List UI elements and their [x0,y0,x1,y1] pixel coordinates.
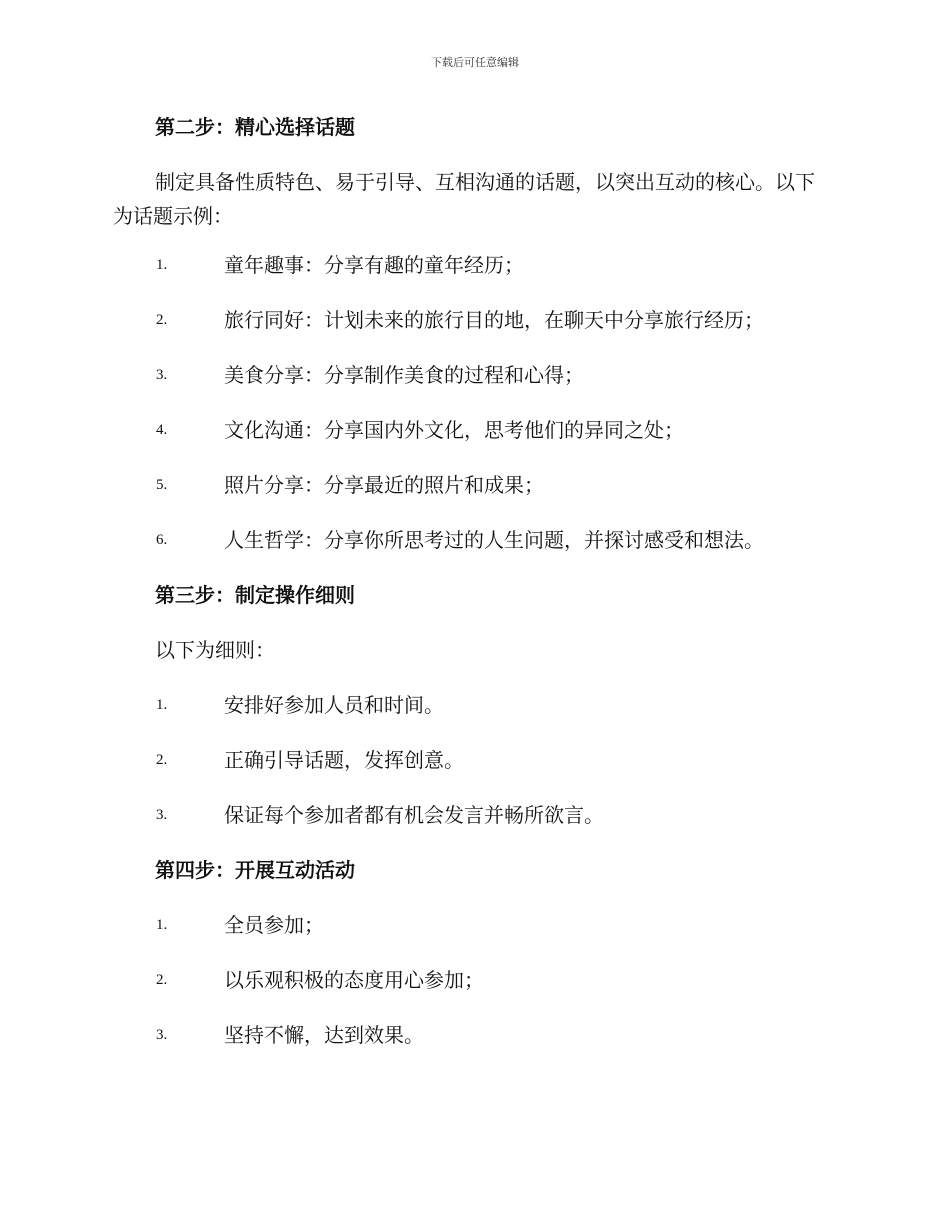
list-item [113,688,833,743]
list-number: 6. [156,532,168,548]
header-note: 下载后可任意编辑 [431,56,519,69]
list-text: 坚持不懈，达到效果。 [224,1023,424,1047]
document-body [113,110,833,1073]
list-number: 4. [156,422,168,438]
step4-activity-list [113,908,833,1073]
list-number: 1. [156,257,168,273]
list-text: 以乐观积极的态度用心参加； [224,968,484,992]
section-heading-step2: 第二步：精心选择话题 [155,115,355,139]
list-text: 保证每个参加者都有机会发言并畅所欲言。 [224,803,604,827]
list-number: 3. [156,807,168,823]
list-item [113,468,833,523]
list-item [113,798,833,853]
section-heading-step4: 第四步：开展互动活动 [155,858,355,882]
list-text: 文化沟通：分享国内外文化，思考他们的异同之处； [224,418,684,442]
list-text: 安排好参加人员和时间。 [224,693,444,717]
step2-intro-block [113,165,833,248]
list-number: 3. [156,1027,168,1043]
list-number: 2. [156,752,168,768]
list-text: 旅行同好：计划未来的旅行目的地，在聊天中分享旅行经历； [224,308,764,332]
list-item [113,248,833,303]
list-item [113,413,833,468]
step3-rule-list [113,688,833,853]
list-number: 5. [156,477,168,493]
list-number: 2. [156,972,168,988]
step3-intro: 以下为细则： [155,638,275,662]
list-text: 美食分享：分享制作美食的过程和心得； [224,363,584,387]
list-text: 童年趣事：分享有趣的童年经历； [224,253,524,277]
list-item [113,1018,833,1073]
list-number: 1. [156,917,168,933]
list-item [113,743,833,798]
list-item [113,358,833,413]
list-text: 人生哲学：分享你所思考过的人生问题，并探讨感受和想法。 [224,528,764,552]
list-item [113,523,833,578]
list-number: 3. [156,367,168,383]
list-number: 2. [156,312,168,328]
section-heading-step3: 第三步：制定操作细则 [155,583,355,607]
step2-intro: 制定具备性质特色、易于引导、互相沟通的话题，以突出互动的核心。以下为话题示例： [113,170,815,228]
list-number: 1. [156,697,168,713]
list-item [113,303,833,358]
list-text: 照片分享：分享最近的照片和成果； [224,473,544,497]
list-item [113,908,833,963]
list-text: 正确引导话题，发挥创意。 [224,748,464,772]
step2-topic-list [113,248,833,578]
list-text: 全员参加； [224,913,324,937]
list-item [113,963,833,1018]
